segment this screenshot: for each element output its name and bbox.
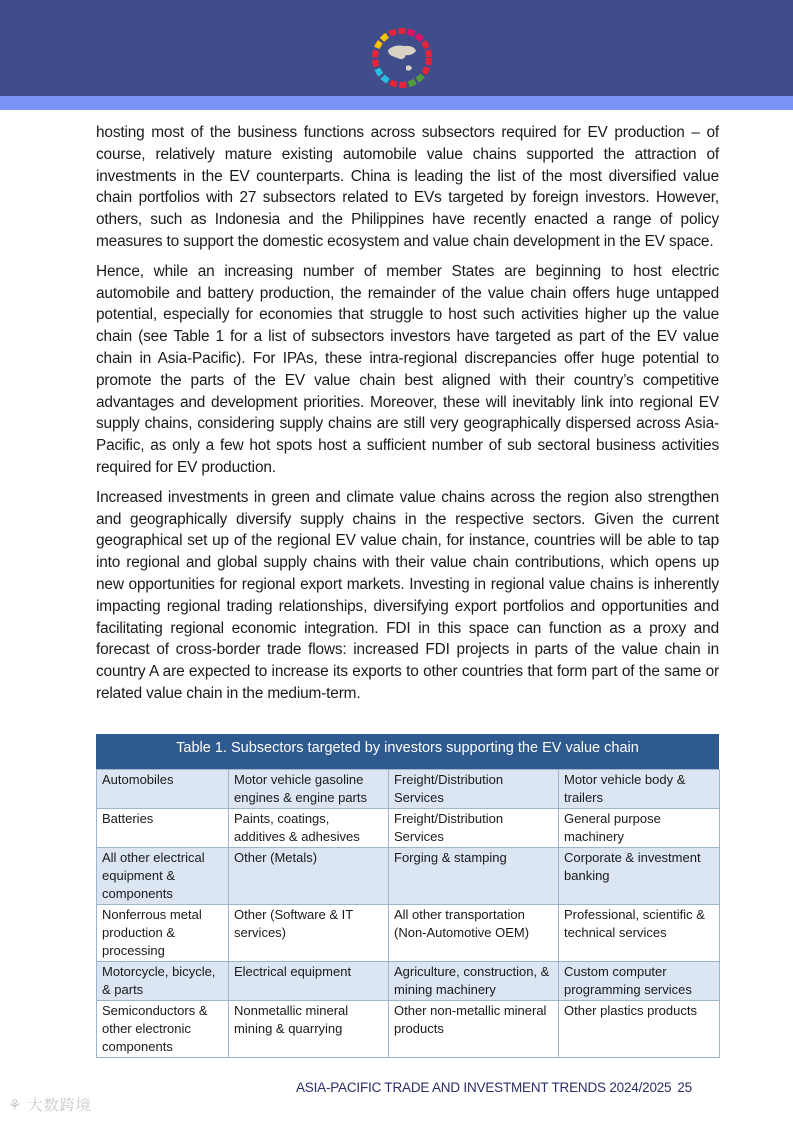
- table-body: [96, 769, 720, 1058]
- table-cell: Forging & stamping: [389, 848, 559, 905]
- table-cell: Batteries: [97, 809, 229, 848]
- page-footer: [296, 1080, 692, 1095]
- table-cell: General purpose machinery: [559, 809, 720, 848]
- asia-pacific-globe-logo-icon: [370, 26, 434, 90]
- table-cell: All other transportation (Non-Automotive OEM): [389, 905, 559, 962]
- paragraph-1: hosting most of the business functions across subsectors required for EV production – of course, relatively mature existing automobile value chains supported the attraction of investments in the EV counterparts. China is leading the list of the most diversified value chain portfolios with 27 subsectors related to EVs targeted by foreign investors. However, others, such as Indonesia and the Philippines have recently enacted a range of policy measures to support the domestic ecosystem and value chain development in the EV space.: [96, 124, 719, 250]
- header-band: [0, 0, 793, 96]
- table-cell: Corporate & investment banking: [559, 848, 720, 905]
- table-cell: Other plastics products: [559, 1001, 720, 1058]
- table-cell: Other (Software & IT services): [229, 905, 389, 962]
- table-cell: Other (Metals): [229, 848, 389, 905]
- watermark: [8, 1094, 92, 1115]
- table-cell: Paints, coatings, additives & adhesives: [229, 809, 389, 848]
- table-cell: Electrical equipment: [229, 962, 389, 1001]
- watermark-logo-icon: ⚘: [8, 1097, 23, 1114]
- subsectors-table: [96, 734, 719, 1058]
- table-cell: Motor vehicle body & trailers: [559, 770, 720, 809]
- table-row: [97, 905, 720, 962]
- page-number: 25: [677, 1080, 692, 1095]
- table-row: [97, 770, 720, 809]
- table-cell: Freight/Distribution Services: [389, 809, 559, 848]
- table-row: [97, 809, 720, 848]
- paragraph-2: Hence, while an increasing number of member States are beginning to host electric automobile and battery production, the remainder of the value chain offers huge untapped potential, especially for economies that struggle to host such activities higher up the value chain (see Table 1 for a list of subsectors investors have targeted as part of the EV value chain in Asia-Pacific). For IPAs, these intra-regional discrepancies offer huge potential to promote the parts of the EV value chain best aligned with their country’s competitive advantages and development priorities. Moreover, these will inevitably link into regional EV supply chains, considering supply chains are still very geographically dispersed across Asia-Pacific, as only a few hot spots host a sufficient number of sub sectoral business activities required for EV production.: [96, 262, 719, 476]
- table-cell: Professional, scientific & technical services: [559, 905, 720, 962]
- table-cell: Semiconductors & other electronic components: [97, 1001, 229, 1058]
- table-row: [97, 1001, 720, 1058]
- table-row: [97, 848, 720, 905]
- table-cell: Nonmetallic mineral mining & quarrying: [229, 1001, 389, 1058]
- running-title: ASIA-PACIFIC TRADE AND INVESTMENT TRENDS 2024/2025: [296, 1080, 672, 1095]
- header-stripe: [0, 96, 793, 110]
- table-cell: Nonferrous metal production & processing: [97, 905, 229, 962]
- paragraph-3: Increased investments in green and climate value chains across the region also strengthen and geographically diversify supply chains in the respective sectors. Given the current geographical set up of the regional EV value chain, for instance, countries will be able to tap into regional and global supply chains with their value chain contributions, which opens up new opportunities for regional export markets. Investing in regional value chains is inherently impacting regional trading relationships, diversifying export portfolios and opportunities and facilitating regional economic integration. FDI in this space can function as a proxy and forecast of cross-border trade flows: increased FDI projects in parts of the value chain in country A are expected to increase its exports to other countries that form part of the same or related value chain in the medium-term.: [96, 488, 719, 702]
- table-cell: Freight/Distribution Services: [389, 770, 559, 809]
- table-title: Table 1. Subsectors targeted by investors supporting the EV value chain: [96, 734, 719, 769]
- table-cell: All other electrical equipment & components: [97, 848, 229, 905]
- table-cell: Custom computer programming services: [559, 962, 720, 1001]
- table-cell: Automobiles: [97, 770, 229, 809]
- table-cell: Agriculture, construction, & mining machinery: [389, 962, 559, 1001]
- table-cell: Motorcycle, bicycle, & parts: [97, 962, 229, 1001]
- watermark-text: 大数跨境: [27, 1097, 92, 1114]
- table-cell: Motor vehicle gasoline engines & engine parts: [229, 770, 389, 809]
- table-row: [97, 962, 720, 1001]
- table-cell: Other non-metallic mineral products: [389, 1001, 559, 1058]
- body-text: [96, 122, 719, 713]
